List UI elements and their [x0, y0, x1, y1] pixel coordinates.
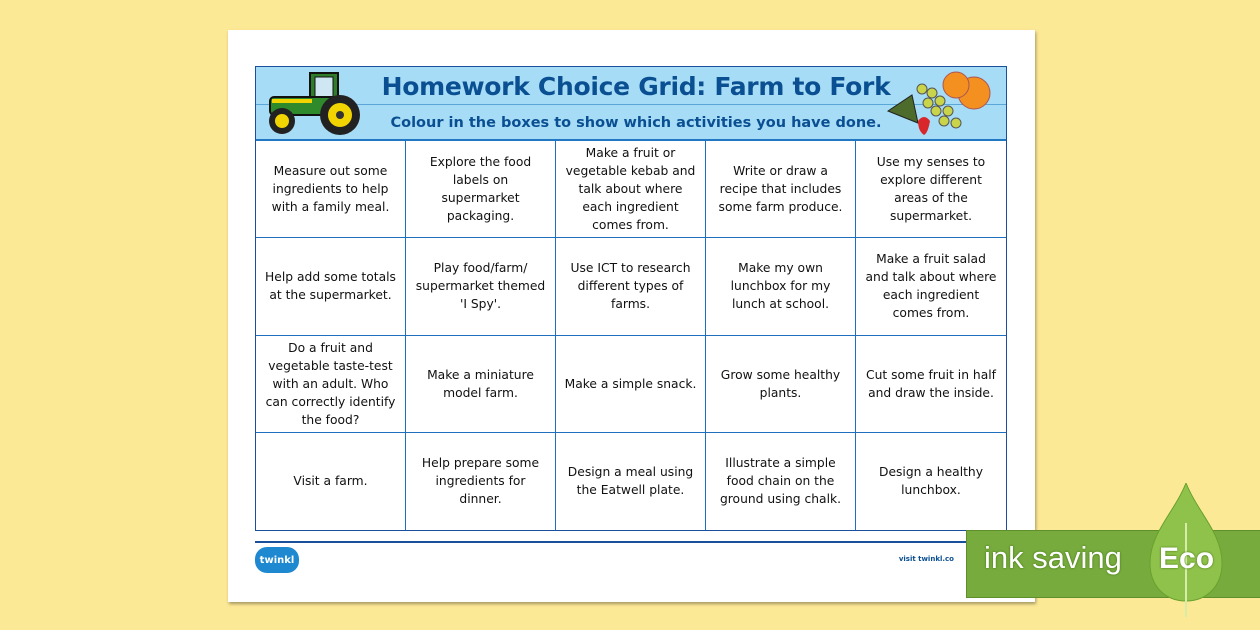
- activity-cell[interactable]: Cut some fruit in half and draw the inside.: [856, 336, 1006, 433]
- eco-badge: Eco: [1159, 542, 1215, 575]
- activity-cell[interactable]: Write or draw a recipe that includes some farm produce.: [706, 141, 856, 238]
- page-subtitle: Colour in the boxes to show which activities you have done.: [390, 115, 882, 131]
- activity-cell[interactable]: Make a fruit or vegetable kebab and talk about where each ingredient comes from.: [556, 141, 706, 238]
- activity-cell[interactable]: Help add some totals at the supermarket.: [256, 238, 406, 335]
- activity-cell[interactable]: Make a fruit salad and talk about where each ingredient comes from.: [856, 238, 1006, 335]
- activity-cell[interactable]: Measure out some ingredients to help with a family meal.: [256, 141, 406, 238]
- activity-cell[interactable]: Illustrate a simple food chain on the ground using chalk.: [706, 433, 856, 530]
- visit-link[interactable]: visit twinkl.co: [898, 555, 954, 563]
- grid-header: [256, 67, 1006, 141]
- activity-cell[interactable]: Grow some healthy plants.: [706, 336, 856, 433]
- activity-cell[interactable]: Use ICT to research different types of farms.: [556, 238, 706, 335]
- ink-saving-label: ink saving: [984, 540, 1122, 575]
- activity-cell[interactable]: Design a healthy lunchbox.: [878, 465, 983, 498]
- activity-cell[interactable]: Make a simple snack.: [556, 336, 706, 433]
- page-title: Homework Choice Grid: Farm to Fork: [381, 72, 891, 101]
- activity-cell[interactable]: Do a fruit and vegetable taste-test with an adult. Who can correctly identify the food?: [256, 336, 406, 433]
- activity-cell[interactable]: Use my senses to explore different areas of the supermarket.: [856, 141, 1006, 238]
- activity-cell[interactable]: Help prepare some ingredients for dinner.: [406, 433, 556, 530]
- activity-cell[interactable]: Make a miniature model farm.: [406, 336, 556, 433]
- footer-divider: [255, 541, 1007, 543]
- activity-cells: [256, 141, 1006, 530]
- fruit-icon: [882, 71, 1000, 137]
- activity-cell[interactable]: Visit a farm.: [256, 433, 406, 530]
- activity-cell[interactable]: Design a meal using the Eatwell plate.: [556, 433, 706, 530]
- twinkl-logo: twinkl: [255, 547, 299, 573]
- choice-grid: [255, 66, 1007, 531]
- activity-cell[interactable]: Explore the food labels on supermarket packaging.: [406, 141, 556, 238]
- activity-cell[interactable]: Play food/farm/ supermarket themed 'I Spy'.: [406, 238, 556, 335]
- activity-cell[interactable]: Make my own lunchbox for my lunch at school.: [706, 238, 856, 335]
